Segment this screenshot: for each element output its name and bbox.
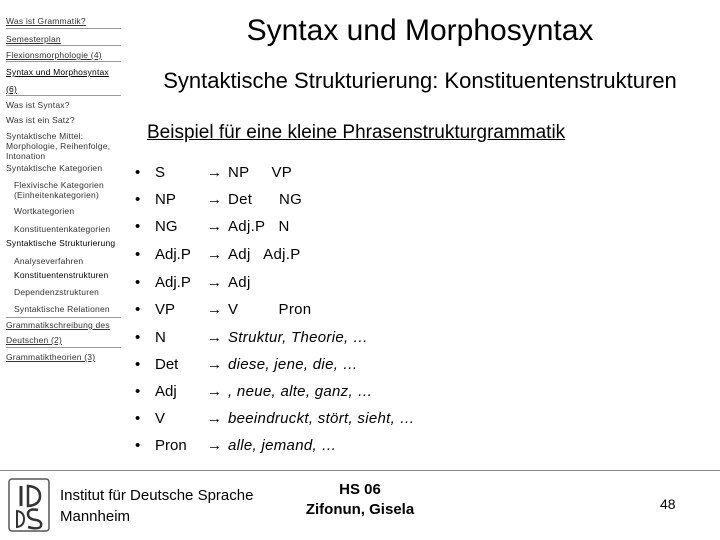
rule-rhs: Struktur, Theorie, … — [228, 329, 369, 346]
nav-link-deutschen[interactable]: Deutschen (2) — [6, 335, 62, 345]
grammar-rule — [135, 270, 615, 296]
nav-link-semesterplan[interactable]: Semesterplan — [6, 34, 61, 44]
nav-divider — [6, 317, 121, 318]
nav-item-was-ist-syntax[interactable]: Was ist Syntax? — [6, 100, 70, 110]
slide-title: Syntax und Morphosyntax — [246, 14, 594, 47]
bullet-icon: • — [135, 410, 141, 427]
grammar-rule — [135, 406, 615, 432]
grammar-rule — [135, 325, 615, 351]
rule-lhs: VP — [155, 301, 176, 318]
ids-logo — [8, 478, 50, 532]
nav-item-wortkategorien[interactable]: Wortkategorien — [14, 206, 75, 216]
institute-line-1: Institut für Deutsche Sprache — [60, 487, 254, 504]
bullet-icon: • — [135, 329, 141, 346]
nav-link-syntax-und-morphosyntax[interactable]: Syntax und Morphosyntax — [6, 67, 109, 77]
bullet-icon: • — [135, 437, 141, 454]
nav-divider — [6, 347, 121, 348]
nav-divider — [6, 95, 121, 96]
bullet-icon: • — [135, 218, 141, 235]
right-arrow-icon: → — [207, 191, 222, 208]
rule-rhs: Adj Adj.P — [228, 246, 301, 263]
footer-divider — [0, 470, 720, 471]
rule-rhs: V Pron — [228, 301, 312, 318]
nav-item-dependenzstrukturen[interactable]: Dependenzstrukturen — [14, 287, 100, 297]
nav-item-syntaktische-kategorien[interactable]: Syntaktische Kategorien — [6, 163, 103, 173]
rule-lhs: N — [155, 329, 166, 346]
rule-lhs: Pron — [155, 437, 187, 454]
grammar-rule — [135, 297, 615, 323]
right-arrow-icon: → — [207, 383, 222, 400]
institute-line-2: Mannheim — [60, 508, 131, 525]
nav-item-syntaktische-strukturierung[interactable]: Syntaktische Strukturierung — [6, 238, 116, 248]
grammar-rule — [135, 433, 615, 459]
bullet-icon: • — [135, 301, 141, 318]
bullet-icon: • — [135, 246, 141, 263]
rule-lhs: Adj.P — [155, 274, 191, 291]
nav-link-grammatiktheorien[interactable]: Grammatiktheorien (3) — [6, 352, 96, 362]
nav-item-was-ist-ein-satz[interactable]: Was ist ein Satz? — [6, 115, 75, 125]
grammar-rule — [135, 242, 615, 268]
navigation-sidebar — [0, 0, 125, 470]
right-arrow-icon: → — [207, 218, 222, 235]
bullet-icon: • — [135, 356, 141, 373]
nav-divider — [6, 61, 121, 62]
rule-rhs: alle, jemand, … — [228, 437, 337, 454]
right-arrow-icon: → — [207, 301, 222, 318]
right-arrow-icon: → — [207, 329, 222, 346]
rule-rhs: diese, jene, die, … — [228, 356, 358, 373]
rule-lhs: Adj.P — [155, 246, 191, 263]
right-arrow-icon: → — [207, 437, 222, 454]
rule-lhs: NG — [155, 218, 178, 235]
right-arrow-icon: → — [207, 246, 222, 263]
nav-link-grammatikschreibung[interactable]: Grammatikschreibung des — [6, 320, 110, 330]
rule-rhs: beeindruckt, stört, sieht, … — [228, 410, 415, 427]
nav-divider — [6, 45, 121, 46]
bullet-icon: • — [135, 383, 141, 400]
right-arrow-icon: → — [207, 356, 222, 373]
rule-rhs: NP VP — [228, 164, 293, 181]
institute-name — [60, 485, 253, 527]
nav-item-konstituentenkategorien[interactable]: Konstituentenkategorien — [14, 224, 111, 234]
course-info — [290, 480, 430, 520]
rule-rhs: Det NG — [228, 191, 303, 208]
slide-subtitle: Syntaktische Strukturierung: Konstituentenstrukturen — [163, 68, 677, 93]
nav-divider — [6, 28, 121, 29]
grammar-rule — [135, 214, 615, 240]
nav-link-syntax-count[interactable]: (6) — [6, 84, 17, 94]
grammar-rule — [135, 187, 615, 213]
rule-lhs: S — [155, 164, 166, 181]
page-number: 48 — [660, 496, 676, 512]
nav-item-flexivische-kategorien[interactable]: Flexivische Kategorien (Einheitenkategorien) — [14, 180, 104, 200]
right-arrow-icon: → — [207, 274, 222, 291]
grammar-rule — [135, 352, 615, 378]
bullet-icon: • — [135, 191, 141, 208]
nav-item-syntaktische-mittel[interactable]: Syntaktische Mittel: Morphologie, Reihenfolge, Intonation — [6, 131, 111, 161]
rule-lhs: Det — [155, 356, 179, 373]
bullet-icon: • — [135, 274, 141, 291]
nav-item-syntaktische-relationen[interactable]: Syntaktische Relationen — [14, 304, 110, 314]
nav-link-was-ist-grammatik[interactable]: Was ist Grammatik? — [6, 16, 86, 26]
course-lecturer: Zifonun, Gisela — [305, 501, 415, 518]
nav-item-konstituentenstrukturen[interactable]: Konstituentenstrukturen — [14, 270, 109, 280]
course-code: HS 06 — [339, 481, 381, 498]
section-heading: Beispiel für eine kleine Phrasenstrukturgrammatik — [147, 122, 566, 143]
rule-lhs: V — [155, 410, 166, 427]
nav-link-flexionsmorphologie[interactable]: Flexionsmorphologie (4) — [6, 50, 102, 60]
grammar-rule — [135, 160, 615, 186]
grammar-rule — [135, 379, 615, 405]
rule-lhs: NP — [155, 191, 176, 208]
rule-lhs: Adj — [155, 383, 177, 400]
bullet-icon: • — [135, 164, 141, 181]
right-arrow-icon: → — [207, 164, 222, 181]
rule-rhs: Adj — [228, 274, 251, 291]
right-arrow-icon: → — [207, 410, 222, 427]
rule-rhs: Adj.P N — [228, 218, 290, 235]
rule-rhs: , neue, alte, ganz, … — [228, 383, 373, 400]
nav-item-analyseverfahren[interactable]: Analyseverfahren — [14, 256, 84, 266]
